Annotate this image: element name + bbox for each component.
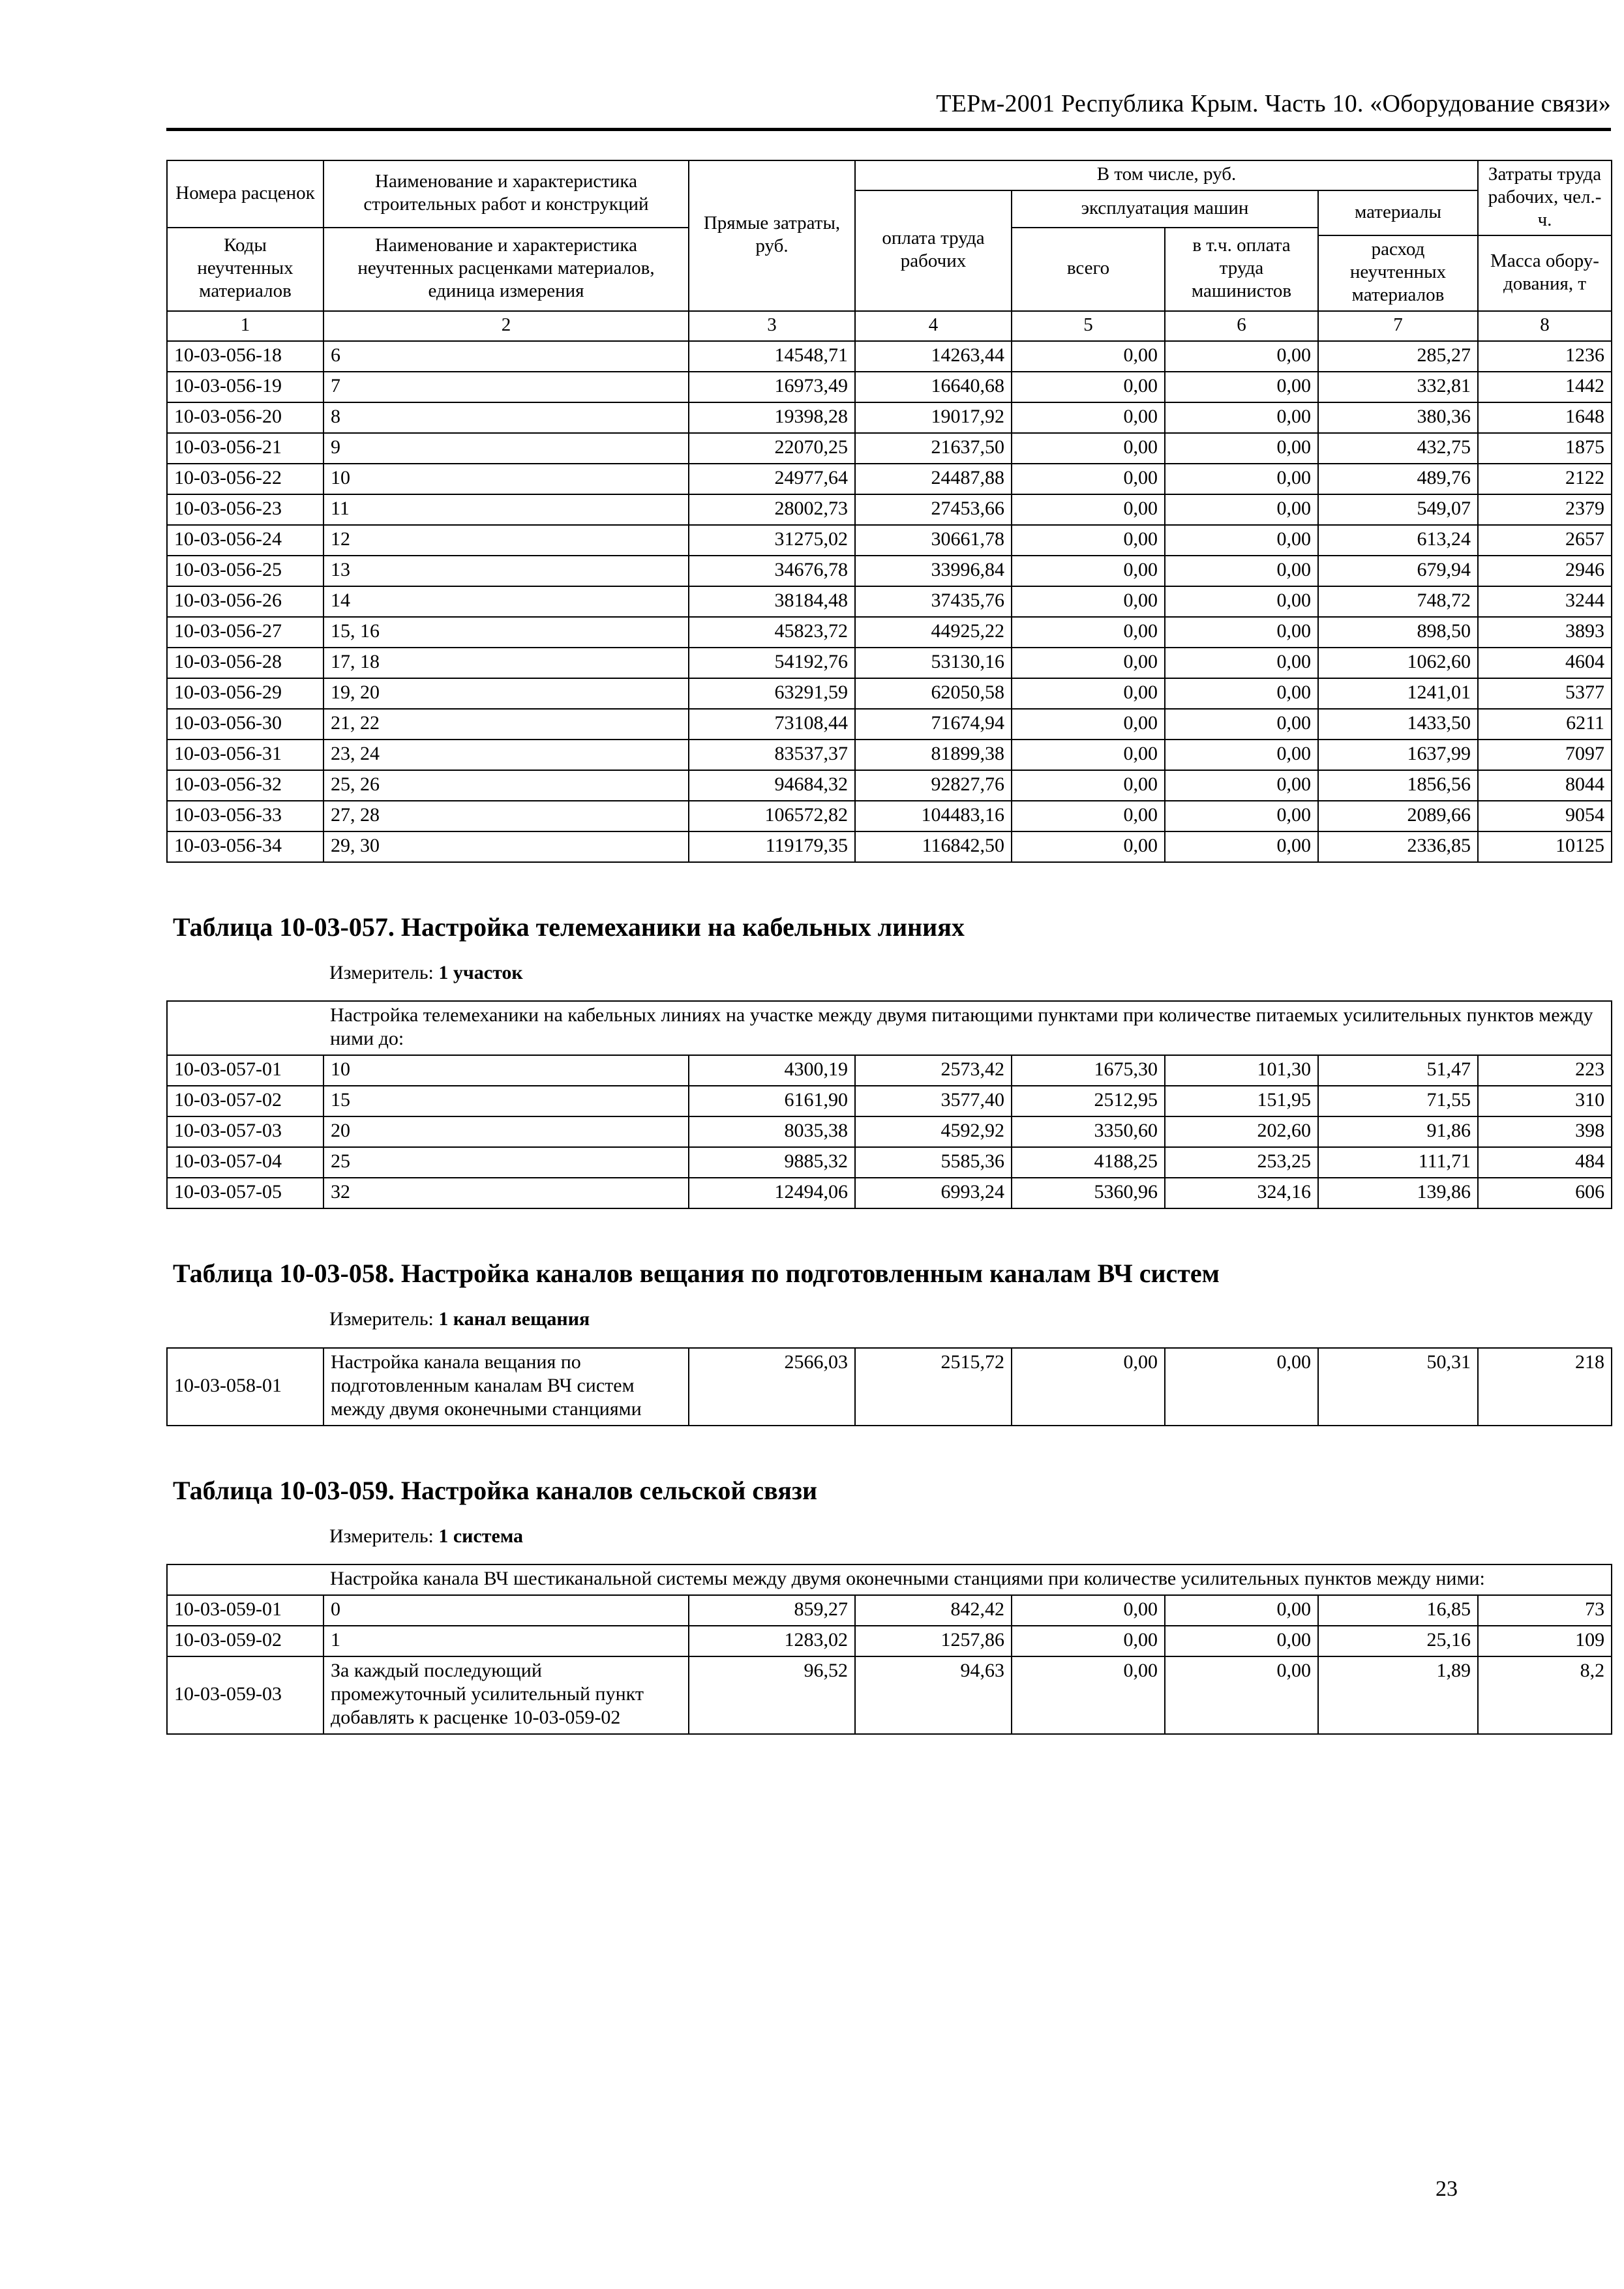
cell-labor-pay: 4592,92 xyxy=(855,1116,1012,1147)
cell-labor-hours: 1648 xyxy=(1478,402,1612,433)
cell-machines-total: 0,00 xyxy=(1012,372,1165,402)
colnum-4: 4 xyxy=(855,311,1012,341)
th-col2-bottom: Наименование и характеристика неучтенных расценками материалов, единица измерения xyxy=(323,228,689,310)
cell-materials: 16,85 xyxy=(1318,1595,1478,1626)
cell-description: 8 xyxy=(323,402,689,433)
cell-description: 15 xyxy=(323,1086,689,1116)
cell-direct-costs: 94684,32 xyxy=(689,770,855,801)
table-row xyxy=(167,709,1612,740)
cell-labor-hours: 1875 xyxy=(1478,433,1612,464)
cell-code: 10-03-056-27 xyxy=(167,617,323,648)
cell-direct-costs: 96,52 xyxy=(689,1656,855,1734)
cell-machines-total: 0,00 xyxy=(1012,648,1165,678)
cell-labor-pay: 71674,94 xyxy=(855,709,1012,740)
cell-machinist-pay: 151,95 xyxy=(1165,1086,1318,1116)
cell-code: 10-03-056-20 xyxy=(167,402,323,433)
cell-machines-total: 3350,60 xyxy=(1012,1116,1165,1147)
cell-description: 15, 16 xyxy=(323,617,689,648)
cell-machinist-pay: 0,00 xyxy=(1165,678,1318,709)
cell-machines-total: 0,00 xyxy=(1012,464,1165,494)
cell-direct-costs: 1283,02 xyxy=(689,1626,855,1656)
cell-description: 6 xyxy=(323,341,689,372)
cell-labor-hours: 218 xyxy=(1478,1348,1612,1426)
cell-machines-total: 0,00 xyxy=(1012,586,1165,617)
table-row xyxy=(167,648,1612,678)
header-row-1 xyxy=(167,160,1612,190)
span-header-text-057: Настройка телемеханики на кабельных линиях на участке между двумя питающими пунктами при количестве питаемых усилительных пунктов между ними до: xyxy=(323,1001,1612,1055)
cell-machinist-pay: 202,60 xyxy=(1165,1116,1318,1147)
cell-labor-pay: 92827,76 xyxy=(855,770,1012,801)
section-gap xyxy=(166,863,1611,911)
cell-description: 13 xyxy=(323,556,689,586)
cell-description: 27, 28 xyxy=(323,801,689,831)
cell-materials: 25,16 xyxy=(1318,1626,1478,1656)
section-measure-058 xyxy=(166,1307,1611,1332)
cell-machinist-pay: 0,00 xyxy=(1165,740,1318,770)
cell-labor-pay: 44925,22 xyxy=(855,617,1012,648)
cell-materials: 1241,01 xyxy=(1318,678,1478,709)
cell-machinist-pay: 0,00 xyxy=(1165,372,1318,402)
cell-labor-pay: 53130,16 xyxy=(855,648,1012,678)
cell-machinist-pay: 0,00 xyxy=(1165,402,1318,433)
cell-machines-total: 0,00 xyxy=(1012,1656,1165,1734)
cell-labor-hours: 7097 xyxy=(1478,740,1612,770)
cell-direct-costs: 119179,35 xyxy=(689,831,855,862)
cell-machines-total: 0,00 xyxy=(1012,1626,1165,1656)
cell-machinist-pay: 0,00 xyxy=(1165,1656,1318,1734)
cell-materials: 50,31 xyxy=(1318,1348,1478,1426)
th-col1-bottom: Коды неучтенных материалов xyxy=(167,228,323,310)
cell-direct-costs: 83537,37 xyxy=(689,740,855,770)
cell-code: 10-03-056-25 xyxy=(167,556,323,586)
cell-code: 10-03-056-31 xyxy=(167,740,323,770)
table-row xyxy=(167,1086,1612,1116)
table-body-058 xyxy=(167,1348,1612,1426)
cell-code: 10-03-056-18 xyxy=(167,341,323,372)
table-row xyxy=(167,1595,1612,1626)
cell-machinist-pay: 0,00 xyxy=(1165,494,1318,525)
cell-labor-hours: 109 xyxy=(1478,1626,1612,1656)
cell-labor-pay: 104483,16 xyxy=(855,801,1012,831)
cell-machines-total: 0,00 xyxy=(1012,678,1165,709)
cell-machinist-pay: 0,00 xyxy=(1165,1348,1318,1426)
cell-direct-costs: 63291,59 xyxy=(689,678,855,709)
cell-code: 10-03-056-26 xyxy=(167,586,323,617)
table-row xyxy=(167,770,1612,801)
cell-description: 10 xyxy=(323,464,689,494)
th-col2-top: Наименование и характеристика строительных работ и конструкций xyxy=(323,160,689,228)
cell-labor-pay: 37435,76 xyxy=(855,586,1012,617)
cell-labor-pay: 2573,42 xyxy=(855,1055,1012,1086)
colnum-7: 7 xyxy=(1318,311,1478,341)
cell-direct-costs: 8035,38 xyxy=(689,1116,855,1147)
table-row xyxy=(167,372,1612,402)
cell-machines-total: 0,00 xyxy=(1012,770,1165,801)
page-content xyxy=(166,160,1611,1735)
cell-direct-costs: 38184,48 xyxy=(689,586,855,617)
cell-materials: 380,36 xyxy=(1318,402,1478,433)
cell-materials: 91,86 xyxy=(1318,1116,1478,1147)
cell-direct-costs: 6161,90 xyxy=(689,1086,855,1116)
cell-code: 10-03-056-19 xyxy=(167,372,323,402)
cell-machines-total: 0,00 xyxy=(1012,801,1165,831)
cell-code: 10-03-057-05 xyxy=(167,1178,323,1208)
table-row xyxy=(167,556,1612,586)
cell-labor-hours: 1442 xyxy=(1478,372,1612,402)
table-body-059 xyxy=(167,1595,1612,1734)
cell-description: 25, 26 xyxy=(323,770,689,801)
section-title-058: Таблица 10-03-058. Настройка каналов вещания по подготовленным каналам ВЧ систем xyxy=(173,1259,1220,1289)
th-col4: оплата труда рабочих xyxy=(855,190,1012,311)
table-row xyxy=(167,801,1612,831)
cell-machines-total: 0,00 xyxy=(1012,525,1165,556)
cell-labor-hours: 398 xyxy=(1478,1116,1612,1147)
cell-code: 10-03-057-01 xyxy=(167,1055,323,1086)
cell-labor-hours: 484 xyxy=(1478,1147,1612,1178)
table-row xyxy=(167,678,1612,709)
table-body-10-03-056 xyxy=(167,341,1612,862)
cell-materials: 71,55 xyxy=(1318,1086,1478,1116)
cell-machines-total: 0,00 xyxy=(1012,433,1165,464)
span-header-gutter-059 xyxy=(167,1564,323,1595)
cell-code: 10-03-056-34 xyxy=(167,831,323,862)
cell-machinist-pay: 324,16 xyxy=(1165,1178,1318,1208)
cell-materials: 898,50 xyxy=(1318,617,1478,648)
running-header: ТЕРм-2001 Республика Крым. Часть 10. «Оборудование связи» xyxy=(936,90,1611,117)
cell-description: 29, 30 xyxy=(323,831,689,862)
cell-machinist-pay: 0,00 xyxy=(1165,464,1318,494)
cell-materials: 285,27 xyxy=(1318,341,1478,372)
cell-code: 10-03-059-03 xyxy=(167,1656,323,1734)
cell-code: 10-03-058-01 xyxy=(167,1348,323,1426)
cell-labor-hours: 10125 xyxy=(1478,831,1612,862)
measure-value-058: 1 канал вещания xyxy=(438,1308,590,1330)
table-row xyxy=(167,494,1612,525)
cell-description: 10 xyxy=(323,1055,689,1086)
cell-machines-total: 1675,30 xyxy=(1012,1055,1165,1086)
table-row xyxy=(167,433,1612,464)
cell-code: 10-03-057-03 xyxy=(167,1116,323,1147)
th-col6: в т.ч. оплата труда машинистов xyxy=(1165,228,1318,310)
th-group-machines: эксплуатация машин xyxy=(1012,190,1318,228)
cell-direct-costs: 859,27 xyxy=(689,1595,855,1626)
span-header-row-057 xyxy=(167,1001,1612,1055)
cell-materials: 139,86 xyxy=(1318,1178,1478,1208)
cell-direct-costs: 31275,02 xyxy=(689,525,855,556)
cell-machinist-pay: 253,25 xyxy=(1165,1147,1318,1178)
cell-labor-hours: 5377 xyxy=(1478,678,1612,709)
cell-machines-total: 4188,25 xyxy=(1012,1147,1165,1178)
cell-labor-pay: 14263,44 xyxy=(855,341,1012,372)
table-row xyxy=(167,1626,1612,1656)
measure-value-059: 1 система xyxy=(438,1525,524,1547)
cell-labor-pay: 1257,86 xyxy=(855,1626,1012,1656)
cell-materials: 432,75 xyxy=(1318,433,1478,464)
cell-machinist-pay: 0,00 xyxy=(1165,617,1318,648)
cell-description: 23, 24 xyxy=(323,740,689,770)
cell-machinist-pay: 0,00 xyxy=(1165,525,1318,556)
cell-labor-hours: 73 xyxy=(1478,1595,1612,1626)
cell-labor-pay: 5585,36 xyxy=(855,1147,1012,1178)
table-row xyxy=(167,586,1612,617)
cell-direct-costs: 45823,72 xyxy=(689,617,855,648)
cell-code: 10-03-057-02 xyxy=(167,1086,323,1116)
header-rule xyxy=(166,128,1611,131)
rate-table-058 xyxy=(166,1347,1612,1426)
cell-machines-total: 0,00 xyxy=(1012,740,1165,770)
cell-description: 11 xyxy=(323,494,689,525)
colnum-8: 8 xyxy=(1478,311,1612,341)
table-body-057 xyxy=(167,1055,1612,1208)
cell-materials: 1062,60 xyxy=(1318,648,1478,678)
cell-materials: 1433,50 xyxy=(1318,709,1478,740)
cell-materials: 679,94 xyxy=(1318,556,1478,586)
cell-description: 20 xyxy=(323,1116,689,1147)
cell-machinist-pay: 101,30 xyxy=(1165,1055,1318,1086)
cell-machinist-pay: 0,00 xyxy=(1165,556,1318,586)
cell-labor-hours: 3244 xyxy=(1478,586,1612,617)
cell-labor-hours: 6211 xyxy=(1478,709,1612,740)
colnum-3: 3 xyxy=(689,311,855,341)
cell-machines-total: 0,00 xyxy=(1012,1595,1165,1626)
section-gap xyxy=(166,1209,1611,1257)
cell-labor-hours: 9054 xyxy=(1478,801,1612,831)
measure-value-057: 1 участок xyxy=(438,961,523,983)
cell-labor-hours: 2122 xyxy=(1478,464,1612,494)
cell-machines-total: 0,00 xyxy=(1012,1348,1165,1426)
cell-description: За каждый последующий промежуточный усилительный пункт добавлять к расценке 10-03-059-02 xyxy=(323,1656,689,1734)
cell-machines-total: 0,00 xyxy=(1012,341,1165,372)
cell-direct-costs: 12494,06 xyxy=(689,1178,855,1208)
table-row xyxy=(167,831,1612,862)
cell-direct-costs: 34676,78 xyxy=(689,556,855,586)
th-col1-top: Номера расценок xyxy=(167,160,323,228)
cell-labor-pay: 16640,68 xyxy=(855,372,1012,402)
colnum-6: 6 xyxy=(1165,311,1318,341)
cell-machinist-pay: 0,00 xyxy=(1165,831,1318,862)
cell-description: 1 xyxy=(323,1626,689,1656)
cell-machinist-pay: 0,00 xyxy=(1165,341,1318,372)
th-col5: всего xyxy=(1012,228,1165,310)
table-row xyxy=(167,464,1612,494)
colnum-1: 1 xyxy=(167,311,323,341)
cell-materials: 489,76 xyxy=(1318,464,1478,494)
cell-description: 21, 22 xyxy=(323,709,689,740)
cell-materials: 2336,85 xyxy=(1318,831,1478,862)
th-col7: расход неучтенных материалов xyxy=(1318,235,1478,310)
measure-label-057: Измеритель: xyxy=(329,961,434,983)
th-col3: Прямые затраты, руб. xyxy=(689,160,855,311)
cell-machines-total: 2512,95 xyxy=(1012,1086,1165,1116)
cell-labor-pay: 116842,50 xyxy=(855,831,1012,862)
cell-code: 10-03-056-23 xyxy=(167,494,323,525)
cell-description: 25 xyxy=(323,1147,689,1178)
cell-labor-pay: 62050,58 xyxy=(855,678,1012,709)
cell-code: 10-03-056-30 xyxy=(167,709,323,740)
cell-labor-pay: 6993,24 xyxy=(855,1178,1012,1208)
cell-materials: 332,81 xyxy=(1318,372,1478,402)
cell-machines-total: 0,00 xyxy=(1012,831,1165,862)
table-row xyxy=(167,1147,1612,1178)
cell-machinist-pay: 0,00 xyxy=(1165,433,1318,464)
section-title-059: Таблица 10-03-059. Настройка каналов сельской связи xyxy=(173,1475,817,1505)
cell-machinist-pay: 0,00 xyxy=(1165,1626,1318,1656)
cell-description: 32 xyxy=(323,1178,689,1208)
cell-labor-hours: 2657 xyxy=(1478,525,1612,556)
th-col8-top: Затраты труда рабочих, чел.-ч. xyxy=(1478,160,1612,235)
section-measure-057 xyxy=(166,961,1611,985)
cell-description: 9 xyxy=(323,433,689,464)
table-row xyxy=(167,341,1612,372)
span-header-text-059: Настройка канала ВЧ шестиканальной системы между двумя оконечными станциями при количестве усилительных пунктов между ними: xyxy=(323,1564,1612,1595)
cell-direct-costs: 106572,82 xyxy=(689,801,855,831)
cell-description: Настройка канала вещания по подготовленным каналам ВЧ систем между двумя оконечными станциями xyxy=(323,1348,689,1426)
cell-labor-pay: 19017,92 xyxy=(855,402,1012,433)
colnum-5: 5 xyxy=(1012,311,1165,341)
table-row xyxy=(167,1116,1612,1147)
cell-code: 10-03-056-33 xyxy=(167,801,323,831)
cell-direct-costs: 19398,28 xyxy=(689,402,855,433)
cell-labor-pay: 94,63 xyxy=(855,1656,1012,1734)
cell-machinist-pay: 0,00 xyxy=(1165,709,1318,740)
cell-labor-pay: 30661,78 xyxy=(855,525,1012,556)
cell-materials: 549,07 xyxy=(1318,494,1478,525)
cell-labor-hours: 8044 xyxy=(1478,770,1612,801)
rate-table-header xyxy=(166,160,1612,863)
cell-materials: 51,47 xyxy=(1318,1055,1478,1086)
cell-labor-hours: 1236 xyxy=(1478,341,1612,372)
table-row xyxy=(167,525,1612,556)
table-row xyxy=(167,1656,1612,1734)
cell-direct-costs: 22070,25 xyxy=(689,433,855,464)
cell-materials: 748,72 xyxy=(1318,586,1478,617)
cell-materials: 111,71 xyxy=(1318,1147,1478,1178)
th-col8-bottom: Масса обору-дования, т xyxy=(1478,235,1612,310)
cell-direct-costs: 2566,03 xyxy=(689,1348,855,1426)
cell-code: 10-03-056-21 xyxy=(167,433,323,464)
cell-machinist-pay: 0,00 xyxy=(1165,586,1318,617)
cell-labor-pay: 21637,50 xyxy=(855,433,1012,464)
cell-materials: 1,89 xyxy=(1318,1656,1478,1734)
cell-code: 10-03-059-01 xyxy=(167,1595,323,1626)
cell-labor-pay: 2515,72 xyxy=(855,1348,1012,1426)
table-row xyxy=(167,402,1612,433)
cell-direct-costs: 24977,64 xyxy=(689,464,855,494)
cell-direct-costs: 54192,76 xyxy=(689,648,855,678)
cell-machinist-pay: 0,00 xyxy=(1165,648,1318,678)
cell-machinist-pay: 0,00 xyxy=(1165,1595,1318,1626)
rate-table-057 xyxy=(166,1000,1612,1209)
span-header-gutter-057 xyxy=(167,1001,323,1055)
measure-label-058: Измеритель: xyxy=(329,1308,434,1330)
cell-code: 10-03-059-02 xyxy=(167,1626,323,1656)
cell-labor-hours: 3893 xyxy=(1478,617,1612,648)
colnum-2: 2 xyxy=(323,311,689,341)
cell-code: 10-03-056-29 xyxy=(167,678,323,709)
section-gap xyxy=(166,1426,1611,1474)
cell-labor-pay: 81899,38 xyxy=(855,740,1012,770)
cell-description: 19, 20 xyxy=(323,678,689,709)
cell-code: 10-03-056-22 xyxy=(167,464,323,494)
cell-code: 10-03-056-24 xyxy=(167,525,323,556)
cell-machines-total: 0,00 xyxy=(1012,709,1165,740)
cell-description: 12 xyxy=(323,525,689,556)
cell-direct-costs: 14548,71 xyxy=(689,341,855,372)
cell-machines-total: 0,00 xyxy=(1012,617,1165,648)
cell-labor-hours: 2379 xyxy=(1478,494,1612,525)
cell-machinist-pay: 0,00 xyxy=(1165,801,1318,831)
cell-machines-total: 0,00 xyxy=(1012,494,1165,525)
cell-labor-pay: 3577,40 xyxy=(855,1086,1012,1116)
table-row xyxy=(167,1348,1612,1426)
measure-label-059: Измеритель: xyxy=(329,1525,434,1547)
cell-direct-costs: 16973,49 xyxy=(689,372,855,402)
cell-code: 10-03-057-04 xyxy=(167,1147,323,1178)
cell-labor-hours: 4604 xyxy=(1478,648,1612,678)
cell-direct-costs: 73108,44 xyxy=(689,709,855,740)
span-header-row-059 xyxy=(167,1564,1612,1595)
cell-code: 10-03-056-28 xyxy=(167,648,323,678)
cell-labor-hours: 606 xyxy=(1478,1178,1612,1208)
section-title-057: Таблица 10-03-057. Настройка телемеханики на кабельных линиях xyxy=(173,912,965,942)
cell-materials: 1637,99 xyxy=(1318,740,1478,770)
cell-labor-pay: 24487,88 xyxy=(855,464,1012,494)
cell-labor-pay: 27453,66 xyxy=(855,494,1012,525)
section-measure-059 xyxy=(166,1524,1611,1549)
th-group-materials: материалы xyxy=(1318,190,1478,236)
cell-materials: 2089,66 xyxy=(1318,801,1478,831)
rate-table-059 xyxy=(166,1564,1612,1735)
table-row xyxy=(167,1178,1612,1208)
cell-machines-total: 5360,96 xyxy=(1012,1178,1165,1208)
table-row xyxy=(167,617,1612,648)
cell-labor-pay: 33996,84 xyxy=(855,556,1012,586)
cell-labor-hours: 310 xyxy=(1478,1086,1612,1116)
page-number: 23 xyxy=(1436,2177,1458,2201)
cell-machinist-pay: 0,00 xyxy=(1165,770,1318,801)
cell-direct-costs: 28002,73 xyxy=(689,494,855,525)
table-row xyxy=(167,1055,1612,1086)
cell-description: 17, 18 xyxy=(323,648,689,678)
cell-description: 7 xyxy=(323,372,689,402)
cell-machines-total: 0,00 xyxy=(1012,556,1165,586)
cell-direct-costs: 4300,19 xyxy=(689,1055,855,1086)
cell-labor-hours: 223 xyxy=(1478,1055,1612,1086)
cell-description: 0 xyxy=(323,1595,689,1626)
cell-materials: 1856,56 xyxy=(1318,770,1478,801)
th-group-included: В том числе, руб. xyxy=(855,160,1478,190)
cell-direct-costs: 9885,32 xyxy=(689,1147,855,1178)
column-number-row xyxy=(167,311,1612,341)
cell-labor-hours: 8,2 xyxy=(1478,1656,1612,1734)
cell-labor-pay: 842,42 xyxy=(855,1595,1012,1626)
cell-labor-hours: 2946 xyxy=(1478,556,1612,586)
cell-code: 10-03-056-32 xyxy=(167,770,323,801)
cell-description: 14 xyxy=(323,586,689,617)
cell-machines-total: 0,00 xyxy=(1012,402,1165,433)
table-row xyxy=(167,740,1612,770)
cell-materials: 613,24 xyxy=(1318,525,1478,556)
